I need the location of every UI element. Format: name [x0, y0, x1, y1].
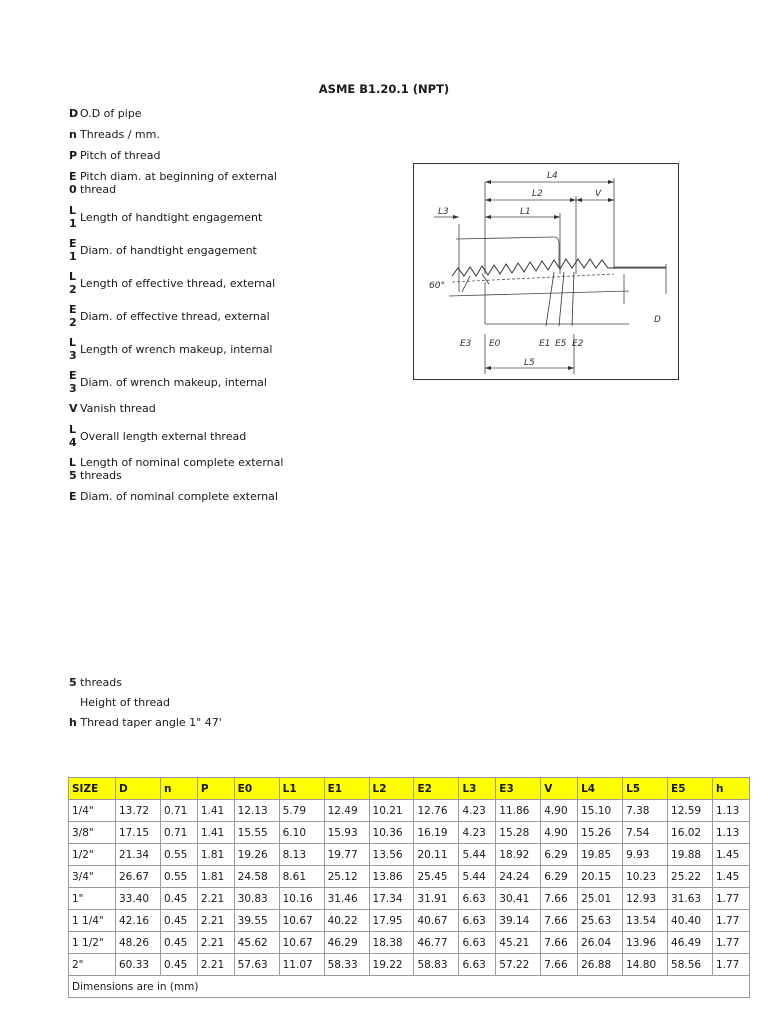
def-symbol — [69, 303, 80, 329]
def-text-line: Diam. of wrench makeup, internal — [80, 375, 267, 389]
table-cell: 9.93 — [623, 844, 668, 866]
table-cell: 7.38 — [623, 800, 668, 822]
column-header: P — [197, 778, 234, 800]
table-cell: 58.56 — [668, 954, 713, 976]
table-cell: 1/4" — [69, 800, 116, 822]
table-cell: 6.63 — [459, 910, 496, 932]
table-cell: 10.67 — [279, 932, 324, 954]
def-symbol — [69, 423, 80, 449]
table-header-row — [69, 778, 750, 800]
thread-diagram-svg — [414, 164, 680, 381]
def-symbol-letter: L — [69, 456, 77, 469]
table-cell: 60.33 — [116, 954, 161, 976]
table-cell: 1.13 — [712, 822, 749, 844]
definition-item — [69, 456, 399, 469]
table-cell: 12.49 — [324, 800, 369, 822]
table-cell: 46.49 — [668, 932, 713, 954]
table-cell: 45.62 — [234, 932, 279, 954]
table-row — [69, 800, 750, 822]
table-cell: 5.44 — [459, 844, 496, 866]
table-row — [69, 844, 750, 866]
column-header: E1 — [324, 778, 369, 800]
table-cell: 25.22 — [668, 866, 713, 888]
definition-item-wrapped — [69, 456, 399, 482]
table-cell: 40.67 — [414, 910, 459, 932]
table-cell: 57.22 — [496, 954, 541, 976]
table-cell: 1.41 — [197, 800, 234, 822]
def-symbol-letter: L — [69, 204, 77, 217]
table-cell: 15.93 — [324, 822, 369, 844]
def-symbol — [69, 336, 80, 362]
def-symbol-letter: E — [69, 490, 77, 503]
table-cell: 18.92 — [496, 844, 541, 866]
dimensions-note: Dimensions are in (mm) — [69, 976, 750, 998]
def-sub: 5 — [69, 676, 77, 689]
def-symbol-sub: 1 — [69, 250, 77, 263]
table-cell: 19.85 — [578, 844, 623, 866]
def-text-line: Overall length external thread — [80, 429, 247, 443]
def-text: threads — [80, 676, 122, 689]
definition-item-wrapped — [69, 170, 399, 196]
def-l5-continued — [69, 676, 399, 689]
def-text-line: threads — [80, 469, 122, 482]
table-cell: 13.96 — [623, 932, 668, 954]
def-symbol-letter: n — [69, 128, 77, 141]
table-footer-row — [69, 976, 750, 998]
def-symbol-sub: 2 — [69, 316, 77, 329]
label-V: V — [595, 189, 602, 199]
def-symbol-sub: 0 — [69, 183, 77, 196]
def-symbol — [69, 490, 80, 503]
table-cell: 1.45 — [712, 866, 749, 888]
definition-item — [69, 270, 399, 296]
table-cell: 26.88 — [578, 954, 623, 976]
table-cell: 2.21 — [197, 888, 234, 910]
table-cell: 10.21 — [369, 800, 414, 822]
column-header: L4 — [578, 778, 623, 800]
definition-item — [69, 402, 399, 415]
column-header: E5 — [668, 778, 713, 800]
def-symbol-sub: 4 — [69, 436, 77, 449]
table-cell: 7.66 — [541, 888, 578, 910]
table-cell: 19.26 — [234, 844, 279, 866]
def-symbol-sub: 5 — [69, 469, 77, 482]
table-cell: 2" — [69, 954, 116, 976]
def-symbol-letter: E — [69, 170, 77, 183]
column-header: E0 — [234, 778, 279, 800]
table-cell: 4.23 — [459, 800, 496, 822]
table-cell: 39.55 — [234, 910, 279, 932]
table-cell: 12.76 — [414, 800, 459, 822]
table-cell: 4.90 — [541, 800, 578, 822]
table-cell: 16.19 — [414, 822, 459, 844]
table-cell: 39.14 — [496, 910, 541, 932]
table-cell: 1/2" — [69, 844, 116, 866]
def-symbol — [69, 170, 80, 183]
label-E5: E5 — [555, 339, 567, 349]
table-cell: 12.93 — [623, 888, 668, 910]
def-text — [80, 310, 399, 323]
def-text — [80, 128, 399, 141]
table-cell: 2.21 — [197, 910, 234, 932]
table-cell: 3/8" — [69, 822, 116, 844]
table-cell: 40.22 — [324, 910, 369, 932]
table-cell: 0.45 — [160, 932, 197, 954]
def-text-line: Vanish thread — [80, 402, 156, 415]
def-symbol-sub: 1 — [69, 217, 77, 230]
table-cell: 25.01 — [578, 888, 623, 910]
table-cell: 6.63 — [459, 888, 496, 910]
table-cell: 26.04 — [578, 932, 623, 954]
label-E0: E0 — [489, 339, 501, 349]
table-cell: 46.29 — [324, 932, 369, 954]
table-cell: 1.41 — [197, 822, 234, 844]
page-title: ASME B1.20.1 (NPT) — [318, 82, 450, 96]
definition-item — [69, 490, 399, 503]
table-cell: 11.86 — [496, 800, 541, 822]
def-text-line: Pitch of thread — [80, 149, 161, 162]
def-symbol — [69, 270, 80, 296]
definition-item — [69, 204, 399, 230]
column-header: V — [541, 778, 578, 800]
definition-item — [69, 149, 399, 162]
def-text-line: Diam. of effective thread, external — [80, 309, 270, 323]
table-cell: 6.29 — [541, 866, 578, 888]
definition-item — [69, 303, 399, 329]
def-symbol-letter: L — [69, 336, 77, 349]
def-symbol — [69, 149, 80, 162]
table-cell: 5.79 — [279, 800, 324, 822]
def-height — [69, 696, 399, 709]
table-cell: 7.66 — [541, 910, 578, 932]
table-cell: 17.95 — [369, 910, 414, 932]
table-cell: 20.15 — [578, 866, 623, 888]
column-header: n — [160, 778, 197, 800]
def-symbol-letter: P — [69, 149, 78, 162]
table-cell: 6.63 — [459, 954, 496, 976]
table-cell: 21.34 — [116, 844, 161, 866]
label-L3: L3 — [438, 207, 449, 217]
table-cell: 12.59 — [668, 800, 713, 822]
table-cell: 7.66 — [541, 954, 578, 976]
table-cell: 6.63 — [459, 932, 496, 954]
table-cell: 0.45 — [160, 910, 197, 932]
table-row — [69, 822, 750, 844]
def-text: Thread taper angle 1" 47' — [80, 716, 222, 729]
table-cell: 0.71 — [160, 800, 197, 822]
def-text — [80, 211, 399, 224]
table-cell: 19.77 — [324, 844, 369, 866]
table-cell: 42.16 — [116, 910, 161, 932]
table-cell: 58.83 — [414, 954, 459, 976]
table-cell: 16.02 — [668, 822, 713, 844]
table-cell: 15.10 — [578, 800, 623, 822]
table-cell: 1.77 — [712, 954, 749, 976]
def-text-line: Length of nominal complete external — [80, 456, 284, 469]
def-symbol — [69, 369, 80, 395]
table-cell: 0.45 — [160, 888, 197, 910]
table-cell: 46.77 — [414, 932, 459, 954]
table-cell: 13.72 — [116, 800, 161, 822]
table-cell: 1 1/2" — [69, 932, 116, 954]
table-cell: 18.38 — [369, 932, 414, 954]
table-row — [69, 910, 750, 932]
def-text-line: thread — [80, 183, 117, 196]
def-continuation — [69, 469, 399, 482]
def-text-line: Threads / mm. — [80, 128, 160, 141]
table-cell: 15.55 — [234, 822, 279, 844]
def-text-line: Pitch diam. at beginning of external — [80, 170, 277, 183]
def-text — [80, 277, 399, 290]
table-cell: 2.21 — [197, 932, 234, 954]
table-cell: 14.80 — [623, 954, 668, 976]
table-cell: 1.77 — [712, 932, 749, 954]
definition-item — [69, 107, 399, 120]
def-text-line: Length of handtight engagement — [80, 210, 263, 224]
def-text — [80, 244, 399, 257]
table-cell: 1.77 — [712, 888, 749, 910]
table-cell: 13.56 — [369, 844, 414, 866]
def-text-line: Diam. of nominal complete external — [80, 490, 278, 503]
table-cell: 1 1/4" — [69, 910, 116, 932]
table-cell: 25.12 — [324, 866, 369, 888]
def-symbol — [69, 107, 80, 120]
table-cell: 0.55 — [160, 866, 197, 888]
label-angle: 60° — [429, 281, 445, 291]
table-row — [69, 954, 750, 976]
table-row — [69, 888, 750, 910]
table-cell: 10.67 — [279, 910, 324, 932]
def-symbol-letter: E — [69, 237, 77, 250]
label-D: D — [654, 315, 661, 325]
def-text — [80, 376, 399, 389]
def-symbol-letter: D — [69, 107, 79, 120]
table-cell: 0.71 — [160, 822, 197, 844]
def-text-line: O.D of pipe — [80, 107, 142, 120]
table-cell: 1.81 — [197, 866, 234, 888]
column-header: L3 — [459, 778, 496, 800]
def-symbol — [69, 456, 80, 469]
definition-item — [69, 336, 399, 362]
table-cell: 1.13 — [712, 800, 749, 822]
table-cell: 30.41 — [496, 888, 541, 910]
table-cell: 1.77 — [712, 910, 749, 932]
table-cell: 31.46 — [324, 888, 369, 910]
table-cell: 30.83 — [234, 888, 279, 910]
table-cell: 58.33 — [324, 954, 369, 976]
def-text — [80, 402, 399, 415]
table-cell: 31.91 — [414, 888, 459, 910]
table-row — [69, 866, 750, 888]
table-cell: 13.86 — [369, 866, 414, 888]
def-text — [80, 107, 399, 120]
table-cell: 10.23 — [623, 866, 668, 888]
table-cell: 8.13 — [279, 844, 324, 866]
def-text: Height of thread — [80, 696, 171, 709]
label-E3: E3 — [460, 339, 472, 349]
label-L5: L5 — [524, 358, 535, 368]
column-header: E3 — [496, 778, 541, 800]
label-L4: L4 — [547, 171, 558, 181]
table-cell: 26.67 — [116, 866, 161, 888]
def-symbol — [69, 128, 80, 141]
table-cell: 24.58 — [234, 866, 279, 888]
definition-item — [69, 170, 399, 183]
table-row — [69, 932, 750, 954]
table-cell: 20.11 — [414, 844, 459, 866]
def-text — [80, 170, 399, 183]
def-continuation — [69, 183, 399, 196]
table-cell: 24.24 — [496, 866, 541, 888]
npt-dimensions-table — [68, 777, 750, 998]
def-text-line: Diam. of handtight engagement — [80, 243, 257, 257]
label-L1: L1 — [520, 207, 531, 217]
def-text — [80, 149, 399, 162]
table-cell: 45.21 — [496, 932, 541, 954]
table-body — [69, 800, 750, 998]
table-cell: 7.66 — [541, 932, 578, 954]
table-cell: 17.15 — [116, 822, 161, 844]
table-cell: 8.61 — [279, 866, 324, 888]
def-symbol-letter: L — [69, 423, 77, 436]
bottom-definitions — [69, 676, 399, 736]
table-cell: 12.13 — [234, 800, 279, 822]
label-E1: E1 — [539, 339, 551, 349]
definition-list — [69, 107, 399, 511]
def-text — [80, 430, 399, 443]
table-cell: 4.23 — [459, 822, 496, 844]
def-h — [69, 716, 399, 729]
def-symbol-sub: 3 — [69, 349, 77, 362]
table-cell: 15.28 — [496, 822, 541, 844]
def-text — [80, 456, 399, 469]
label-E2: E2 — [572, 339, 584, 349]
table-cell: 1" — [69, 888, 116, 910]
column-header: L5 — [623, 778, 668, 800]
table-cell: 4.90 — [541, 822, 578, 844]
table-cell: 6.10 — [279, 822, 324, 844]
column-header: D — [116, 778, 161, 800]
def-symbol-letter: E — [69, 303, 77, 316]
table-cell: 7.54 — [623, 822, 668, 844]
definition-item — [69, 423, 399, 449]
def-text-line: Length of effective thread, external — [80, 276, 276, 290]
column-header: SIZE — [69, 778, 116, 800]
def-symbol-letter: E — [69, 369, 77, 382]
table-cell: 1.81 — [197, 844, 234, 866]
def-text — [80, 343, 399, 356]
def-text — [80, 490, 399, 503]
def-symbol — [69, 402, 80, 415]
def-symbol — [69, 204, 80, 230]
table-cell: 10.16 — [279, 888, 324, 910]
def-symbol: h — [69, 716, 77, 729]
table-cell: 17.34 — [369, 888, 414, 910]
table-cell: 6.29 — [541, 844, 578, 866]
table-cell: 25.45 — [414, 866, 459, 888]
definition-item — [69, 128, 399, 141]
def-symbol-letter: L — [69, 270, 77, 283]
npt-thread-diagram — [413, 163, 679, 380]
def-symbol — [69, 237, 80, 263]
table-cell: 19.88 — [668, 844, 713, 866]
column-header: L1 — [279, 778, 324, 800]
table-cell: 40.40 — [668, 910, 713, 932]
column-header: L2 — [369, 778, 414, 800]
label-L2: L2 — [532, 189, 543, 199]
table-cell: 5.44 — [459, 866, 496, 888]
table-cell: 10.36 — [369, 822, 414, 844]
table-cell: 0.45 — [160, 954, 197, 976]
table-cell: 0.55 — [160, 844, 197, 866]
table-cell: 57.63 — [234, 954, 279, 976]
table-cell: 1.45 — [712, 844, 749, 866]
table-cell: 31.63 — [668, 888, 713, 910]
def-symbol-sub: 3 — [69, 382, 77, 395]
table-cell: 13.54 — [623, 910, 668, 932]
definition-item — [69, 237, 399, 263]
table-cell: 2.21 — [197, 954, 234, 976]
table-cell: 48.26 — [116, 932, 161, 954]
table-cell: 33.40 — [116, 888, 161, 910]
table-cell: 11.07 — [279, 954, 324, 976]
table-cell: 25.63 — [578, 910, 623, 932]
column-header: h — [712, 778, 749, 800]
table-cell: 19.22 — [369, 954, 414, 976]
column-header: E2 — [414, 778, 459, 800]
def-text-line: Length of wrench makeup, internal — [80, 342, 273, 356]
table-cell: 15.26 — [578, 822, 623, 844]
def-symbol-sub: 2 — [69, 283, 77, 296]
def-symbol-letter: V — [69, 402, 78, 415]
table-cell: 3/4" — [69, 866, 116, 888]
definition-item — [69, 369, 399, 395]
